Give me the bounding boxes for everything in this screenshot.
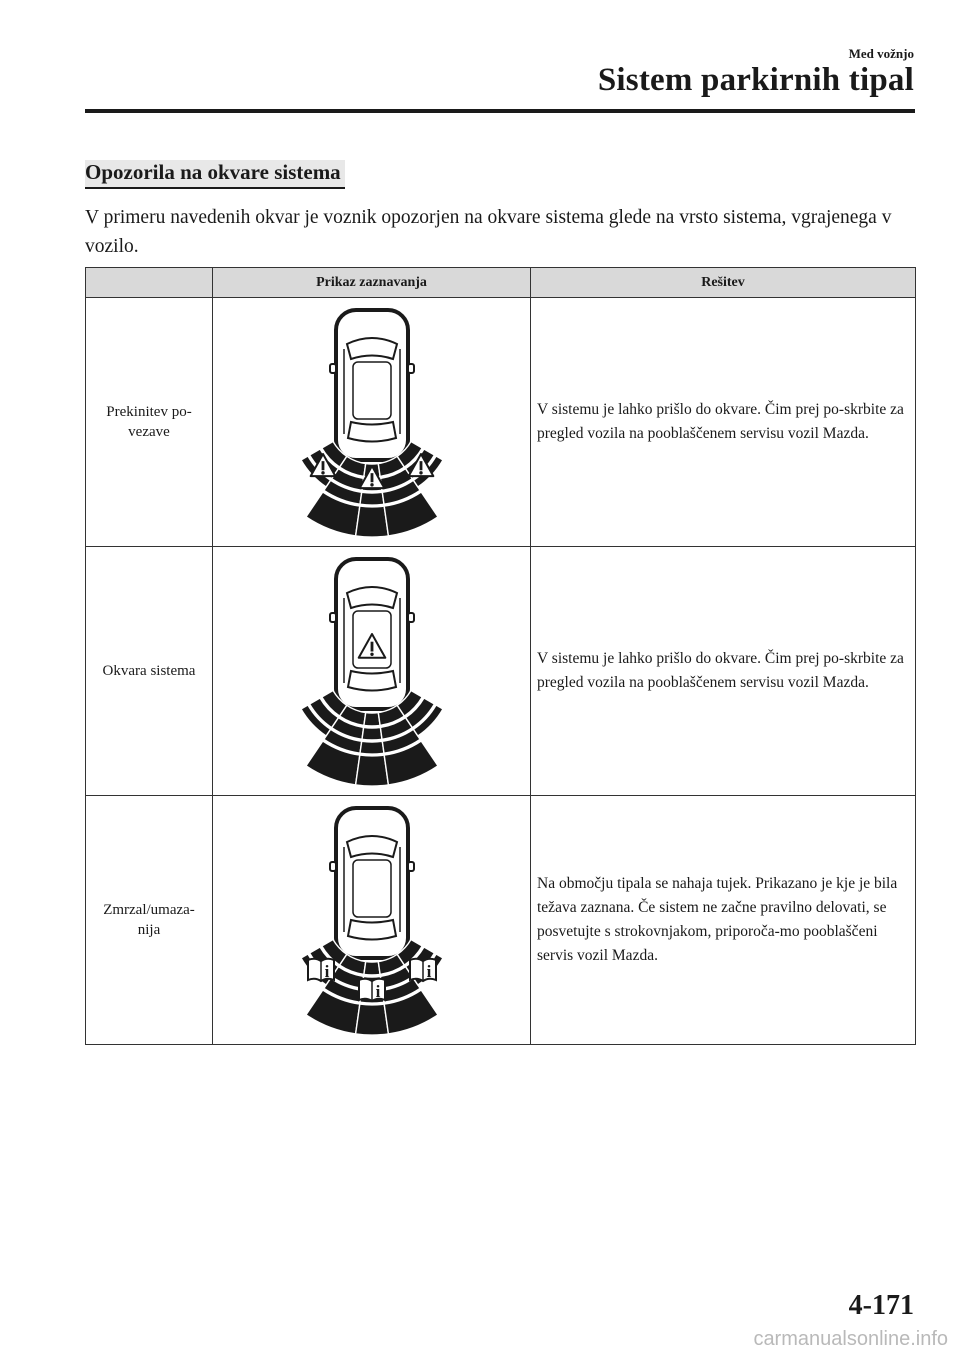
solution-cell: V sistemu je lahko prišlo do okvare. Čim prej po-skrbite za pregled vozila na pooblaščenem servisu vozil Mazda. bbox=[531, 547, 916, 796]
page-number: 4-171 bbox=[848, 1290, 914, 1321]
condition-cell: Prekinitev po-vezave bbox=[86, 298, 213, 547]
car-single-warning-icon bbox=[297, 553, 447, 789]
display-cell bbox=[213, 547, 531, 796]
condition-cell: Okvara sistema bbox=[86, 547, 213, 796]
fault-warning-table bbox=[85, 267, 916, 1045]
svg-text:i: i bbox=[426, 962, 431, 981]
car-rear-three-info-icon bbox=[297, 802, 447, 1038]
solution-cell: Na območju tipala se nahaja tujek. Prikazano je kje je bila težava zaznana. Če sistem ne začne pravilno delovati, se posvetujte s strokovnjakom, priporoča-mo pooblaščeni servis vozil Mazda. bbox=[531, 796, 916, 1045]
table-row bbox=[86, 796, 916, 1045]
display-cell bbox=[213, 298, 531, 547]
intro-paragraph: V primeru navedenih okvar je voznik opozorjen na okvare sistema glede na vrsto sistema, vgrajenega v vozilo. bbox=[85, 207, 892, 257]
condition-cell: Zmrzal/umaza-nija bbox=[86, 796, 213, 1045]
display-cell bbox=[213, 796, 531, 1045]
watermark: carmanualsonline.info bbox=[753, 1328, 948, 1350]
table-row bbox=[86, 298, 916, 547]
car-outline bbox=[330, 808, 414, 958]
page-title: Sistem parkirnih tipal bbox=[597, 62, 914, 98]
table-header-row bbox=[86, 268, 916, 298]
running-section-title: Med vožnjo bbox=[848, 46, 914, 61]
car-rear-three-warnings-icon bbox=[297, 304, 447, 540]
svg-text:i: i bbox=[324, 962, 329, 981]
table-row bbox=[86, 547, 916, 796]
car-outline bbox=[330, 310, 414, 460]
header-rule bbox=[85, 109, 915, 113]
column-header-display: Prikaz zaznavanja bbox=[213, 268, 531, 298]
section-heading: Opozorila na okvare sistema bbox=[85, 160, 345, 189]
svg-text:i: i bbox=[375, 982, 380, 1001]
column-header-condition bbox=[86, 268, 213, 298]
column-header-solution: Rešitev bbox=[531, 268, 916, 298]
solution-cell: V sistemu je lahko prišlo do okvare. Čim prej po-skrbite za pregled vozila na pooblaščenem servisu vozil Mazda. bbox=[531, 298, 916, 547]
